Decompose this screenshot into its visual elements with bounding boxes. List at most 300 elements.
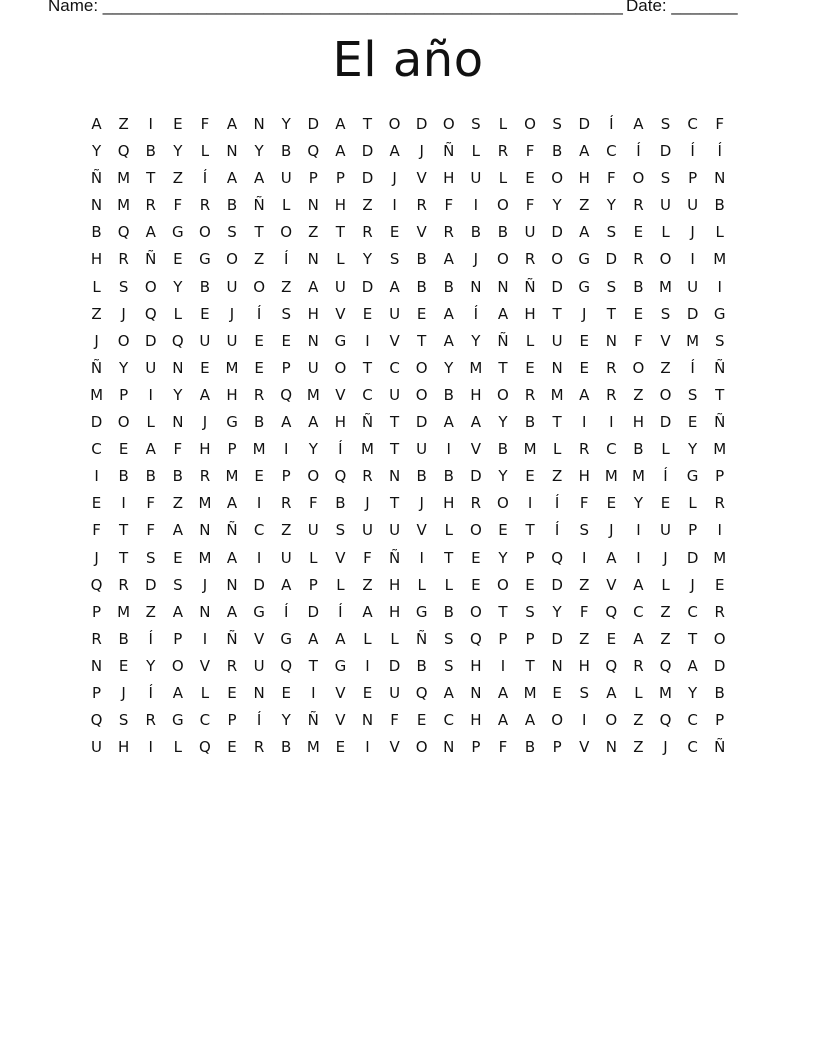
- grid-letter[interactable]: R: [606, 385, 617, 404]
- grid-letter[interactable]: C: [687, 602, 698, 621]
- grid-letter[interactable]: D: [388, 656, 401, 675]
- grid-letter[interactable]: V: [579, 738, 590, 757]
- grid-letter[interactable]: D: [470, 467, 482, 486]
- grid-letter[interactable]: E: [552, 683, 562, 702]
- grid-letter[interactable]: F: [363, 548, 372, 567]
- grid-letter[interactable]: D: [551, 277, 563, 296]
- grid-letter[interactable]: Y: [498, 413, 508, 432]
- grid-letter[interactable]: D: [686, 304, 699, 323]
- grid-letter[interactable]: D: [713, 656, 726, 675]
- grid-letter[interactable]: M: [713, 440, 727, 459]
- grid-letter[interactable]: G: [172, 711, 184, 730]
- grid-letter[interactable]: T: [444, 548, 454, 567]
- grid-letter[interactable]: C: [91, 440, 102, 459]
- grid-letter[interactable]: Q: [659, 656, 672, 675]
- grid-letter[interactable]: Í: [202, 169, 208, 188]
- grid-letter[interactable]: Q: [199, 738, 211, 757]
- grid-letter[interactable]: J: [663, 738, 668, 757]
- grid-letter[interactable]: N: [226, 575, 238, 594]
- grid-letter[interactable]: E: [606, 494, 617, 513]
- grid-letter[interactable]: E: [173, 250, 183, 269]
- grid-letter[interactable]: E: [525, 575, 535, 594]
- grid-letter[interactable]: V: [335, 711, 346, 730]
- grid-letter[interactable]: P: [227, 711, 237, 730]
- grid-letter[interactable]: M: [469, 358, 483, 377]
- grid-letter[interactable]: Ñ: [443, 142, 455, 161]
- grid-letter[interactable]: V: [335, 683, 346, 702]
- grid-letter[interactable]: M: [90, 385, 104, 404]
- grid-letter[interactable]: R: [497, 142, 509, 161]
- grid-letter[interactable]: O: [497, 494, 509, 513]
- grid-letter[interactable]: P: [173, 629, 183, 648]
- grid-letter[interactable]: A: [226, 602, 238, 621]
- grid-letter[interactable]: A: [253, 169, 265, 188]
- grid-letter[interactable]: C: [633, 602, 644, 621]
- grid-letter[interactable]: E: [525, 358, 535, 377]
- grid-letter[interactable]: U: [524, 223, 536, 242]
- grid-letter[interactable]: E: [525, 467, 535, 486]
- grid-letter[interactable]: I: [148, 115, 153, 133]
- grid-letter[interactable]: M: [550, 385, 564, 404]
- grid-letter[interactable]: O: [334, 358, 347, 377]
- grid-letter[interactable]: O: [415, 358, 428, 377]
- grid-letter[interactable]: R: [199, 196, 211, 215]
- grid-letter[interactable]: R: [253, 738, 265, 757]
- grid-letter[interactable]: B: [633, 440, 644, 459]
- grid-letter[interactable]: E: [335, 738, 346, 757]
- grid-letter[interactable]: U: [199, 331, 211, 350]
- grid-letter[interactable]: U: [687, 196, 699, 215]
- grid-letter[interactable]: M: [198, 548, 212, 567]
- grid-letter[interactable]: R: [416, 196, 427, 215]
- grid-letter[interactable]: O: [415, 385, 428, 404]
- grid-letter[interactable]: V: [335, 385, 346, 404]
- grid-letter[interactable]: F: [146, 494, 156, 513]
- grid-letter[interactable]: V: [470, 440, 481, 459]
- grid-letter[interactable]: Í: [283, 250, 289, 269]
- grid-letter[interactable]: R: [118, 250, 129, 269]
- grid-letter[interactable]: S: [606, 223, 617, 242]
- grid-letter[interactable]: J: [202, 575, 208, 594]
- grid-letter[interactable]: Ñ: [524, 277, 536, 296]
- grid-letter[interactable]: L: [525, 331, 535, 350]
- grid-letter[interactable]: B: [91, 223, 102, 242]
- grid-letter[interactable]: P: [227, 440, 237, 459]
- grid-letter[interactable]: L: [715, 223, 724, 242]
- grid-letter[interactable]: T: [606, 304, 616, 323]
- grid-letter[interactable]: U: [253, 656, 265, 675]
- grid-letter[interactable]: V: [416, 169, 427, 188]
- grid-letter[interactable]: I: [365, 331, 370, 350]
- grid-letter[interactable]: L: [661, 440, 670, 459]
- grid-letter[interactable]: M: [117, 169, 131, 188]
- grid-letter[interactable]: A: [226, 115, 238, 133]
- grid-letter[interactable]: C: [687, 115, 698, 133]
- grid-letter[interactable]: Í: [148, 683, 153, 702]
- grid-letter[interactable]: E: [227, 683, 237, 702]
- grid-letter[interactable]: R: [91, 629, 102, 648]
- grid-letter[interactable]: A: [633, 115, 644, 133]
- grid-letter[interactable]: I: [94, 467, 99, 486]
- grid-letter[interactable]: T: [335, 223, 345, 242]
- grid-letter[interactable]: L: [552, 440, 562, 459]
- grid-letter[interactable]: Y: [119, 358, 129, 377]
- grid-letter[interactable]: L: [498, 115, 508, 133]
- grid-letter[interactable]: J: [94, 548, 99, 567]
- grid-letter[interactable]: L: [661, 575, 670, 594]
- grid-letter[interactable]: S: [389, 250, 400, 269]
- grid-letter[interactable]: S: [471, 115, 481, 133]
- grid-letter[interactable]: Q: [280, 385, 293, 404]
- grid-letter[interactable]: Z: [118, 115, 129, 133]
- grid-letter[interactable]: Z: [660, 629, 671, 648]
- grid-letter[interactable]: J: [121, 683, 126, 702]
- grid-letter[interactable]: E: [281, 331, 291, 350]
- grid-letter[interactable]: A: [606, 683, 617, 702]
- grid-letter[interactable]: B: [416, 656, 427, 675]
- grid-letter[interactable]: C: [362, 385, 373, 404]
- grid-letter[interactable]: B: [497, 440, 509, 459]
- grid-letter[interactable]: Y: [362, 250, 373, 269]
- grid-letter[interactable]: T: [362, 115, 373, 133]
- grid-letter[interactable]: H: [578, 169, 590, 188]
- grid-letter[interactable]: H: [470, 711, 482, 730]
- grid-letter[interactable]: R: [470, 494, 482, 513]
- grid-letter[interactable]: A: [579, 142, 590, 161]
- grid-letter[interactable]: S: [687, 385, 698, 404]
- grid-letter[interactable]: T: [389, 413, 400, 432]
- grid-letter[interactable]: T: [119, 521, 129, 540]
- grid-letter[interactable]: E: [281, 683, 291, 702]
- grid-letter[interactable]: B: [281, 142, 292, 161]
- grid-letter[interactable]: O: [659, 250, 672, 269]
- grid-letter[interactable]: R: [145, 196, 156, 215]
- grid-letter[interactable]: N: [605, 738, 617, 757]
- grid-letter[interactable]: I: [365, 738, 370, 757]
- grid-letter[interactable]: L: [146, 413, 155, 432]
- grid-letter[interactable]: Z: [281, 521, 292, 540]
- grid-letter[interactable]: B: [199, 277, 211, 296]
- grid-letter[interactable]: A: [443, 304, 454, 323]
- grid-letter[interactable]: A: [226, 494, 238, 513]
- grid-letter[interactable]: F: [390, 711, 399, 730]
- grid-letter[interactable]: M: [523, 683, 537, 702]
- grid-letter[interactable]: T: [146, 169, 156, 188]
- grid-letter[interactable]: U: [389, 304, 401, 323]
- grid-letter[interactable]: Z: [145, 602, 156, 621]
- grid-letter[interactable]: J: [690, 575, 695, 594]
- grid-letter[interactable]: U: [226, 277, 238, 296]
- grid-letter[interactable]: U: [280, 548, 292, 567]
- grid-letter[interactable]: R: [145, 711, 156, 730]
- grid-letter[interactable]: I: [609, 413, 614, 432]
- grid-letter[interactable]: B: [226, 196, 238, 215]
- grid-letter[interactable]: N: [443, 738, 455, 757]
- grid-letter[interactable]: E: [362, 683, 373, 702]
- grid-letter[interactable]: I: [582, 548, 587, 567]
- grid-letter[interactable]: Q: [90, 711, 103, 730]
- grid-letter[interactable]: P: [498, 629, 508, 648]
- grid-letter[interactable]: Y: [606, 196, 616, 215]
- grid-letter[interactable]: D: [659, 413, 672, 432]
- grid-letter[interactable]: L: [444, 575, 453, 594]
- grid-letter[interactable]: O: [199, 223, 211, 242]
- grid-letter[interactable]: T: [498, 358, 508, 377]
- grid-letter[interactable]: A: [606, 548, 617, 567]
- grid-letter[interactable]: P: [525, 548, 535, 567]
- grid-letter[interactable]: P: [308, 169, 318, 188]
- grid-letter[interactable]: L: [471, 142, 481, 161]
- grid-letter[interactable]: R: [362, 223, 373, 242]
- grid-letter[interactable]: Z: [552, 467, 563, 486]
- grid-letter[interactable]: C: [253, 521, 265, 540]
- grid-letter[interactable]: O: [117, 331, 130, 350]
- grid-letter[interactable]: M: [361, 440, 374, 459]
- grid-letter[interactable]: D: [144, 331, 157, 350]
- grid-letter[interactable]: Ñ: [388, 548, 401, 567]
- grid-letter[interactable]: F: [200, 115, 210, 133]
- grid-letter[interactable]: G: [415, 602, 428, 621]
- grid-letter[interactable]: N: [90, 196, 103, 215]
- grid-letter[interactable]: F: [308, 494, 318, 513]
- grid-letter[interactable]: B: [416, 250, 427, 269]
- grid-letter[interactable]: N: [253, 683, 265, 702]
- grid-letter[interactable]: M: [225, 467, 239, 486]
- grid-letter[interactable]: I: [148, 738, 153, 757]
- grid-letter[interactable]: N: [551, 656, 563, 675]
- grid-letter[interactable]: Í: [338, 602, 343, 621]
- grid-letter[interactable]: U: [660, 196, 671, 215]
- grid-letter[interactable]: J: [365, 494, 370, 513]
- grid-letter[interactable]: U: [91, 738, 103, 757]
- grid-letter[interactable]: A: [443, 413, 454, 432]
- grid-letter[interactable]: I: [392, 196, 397, 215]
- grid-letter[interactable]: A: [308, 629, 319, 648]
- grid-letter[interactable]: E: [525, 169, 535, 188]
- grid-letter[interactable]: N: [199, 602, 211, 621]
- grid-letter[interactable]: N: [497, 277, 509, 296]
- grid-letter[interactable]: G: [172, 223, 184, 242]
- grid-letter[interactable]: E: [254, 331, 264, 350]
- grid-letter[interactable]: M: [225, 358, 239, 377]
- grid-letter[interactable]: J: [94, 331, 99, 350]
- grid-letter[interactable]: I: [527, 494, 533, 513]
- grid-letter[interactable]: M: [198, 494, 212, 513]
- grid-letter[interactable]: O: [659, 385, 672, 404]
- grid-letter[interactable]: P: [715, 711, 725, 730]
- grid-letter[interactable]: I: [582, 413, 587, 432]
- grid-letter[interactable]: J: [419, 142, 424, 161]
- grid-letter[interactable]: H: [199, 440, 211, 459]
- grid-letter[interactable]: Ñ: [714, 358, 726, 377]
- grid-letter[interactable]: O: [226, 250, 238, 269]
- grid-letter[interactable]: N: [470, 277, 482, 296]
- grid-letter[interactable]: A: [308, 413, 319, 432]
- grid-letter[interactable]: Z: [362, 575, 373, 594]
- grid-letter[interactable]: Í: [473, 304, 479, 323]
- grid-letter[interactable]: I: [148, 385, 153, 404]
- grid-letter[interactable]: E: [606, 629, 617, 648]
- grid-letter[interactable]: D: [307, 602, 320, 621]
- grid-letter[interactable]: L: [282, 196, 291, 215]
- grid-letter[interactable]: P: [335, 169, 345, 188]
- grid-letter[interactable]: E: [173, 548, 183, 567]
- date-field[interactable]: Date: _______: [626, 0, 738, 15]
- grid-letter[interactable]: P: [525, 629, 535, 648]
- grid-letter[interactable]: E: [579, 358, 589, 377]
- grid-letter[interactable]: Z: [660, 358, 671, 377]
- grid-letter[interactable]: F: [607, 169, 616, 188]
- grid-letter[interactable]: U: [389, 521, 401, 540]
- grid-letter[interactable]: H: [388, 575, 401, 594]
- grid-letter[interactable]: O: [415, 738, 428, 757]
- grid-letter[interactable]: U: [226, 331, 238, 350]
- grid-letter[interactable]: S: [579, 521, 589, 540]
- grid-letter[interactable]: D: [253, 575, 265, 594]
- grid-letter[interactable]: Í: [717, 142, 722, 161]
- grid-letter[interactable]: E: [118, 440, 129, 459]
- grid-letter[interactable]: V: [253, 629, 265, 648]
- grid-letter[interactable]: A: [335, 629, 346, 648]
- grid-letter[interactable]: I: [121, 494, 126, 513]
- grid-letter[interactable]: S: [281, 304, 291, 323]
- grid-letter[interactable]: N: [470, 683, 482, 702]
- grid-letter[interactable]: H: [470, 656, 482, 675]
- grid-letter[interactable]: E: [498, 521, 508, 540]
- grid-letter[interactable]: B: [145, 467, 156, 486]
- grid-letter[interactable]: Ñ: [714, 738, 726, 757]
- grid-letter[interactable]: M: [252, 440, 266, 459]
- grid-letter[interactable]: N: [714, 169, 726, 188]
- grid-letter[interactable]: Y: [498, 467, 508, 486]
- grid-letter[interactable]: U: [416, 440, 428, 459]
- grid-letter[interactable]: F: [525, 196, 535, 215]
- grid-letter[interactable]: B: [416, 467, 427, 486]
- grid-letter[interactable]: V: [660, 331, 671, 350]
- grid-letter[interactable]: O: [713, 629, 726, 648]
- grid-letter[interactable]: I: [419, 548, 424, 567]
- grid-letter[interactable]: P: [119, 385, 129, 404]
- grid-letter[interactable]: L: [444, 521, 453, 540]
- grid-letter[interactable]: Í: [663, 467, 668, 486]
- grid-letter[interactable]: M: [713, 250, 727, 269]
- grid-letter[interactable]: O: [307, 467, 320, 486]
- grid-letter[interactable]: Ñ: [90, 169, 103, 188]
- grid-letter[interactable]: J: [202, 413, 208, 432]
- grid-letter[interactable]: U: [660, 521, 671, 540]
- grid-letter[interactable]: N: [172, 413, 184, 432]
- grid-letter[interactable]: Z: [91, 304, 102, 323]
- grid-letter[interactable]: N: [307, 250, 319, 269]
- grid-letter[interactable]: J: [419, 494, 424, 513]
- grid-letter[interactable]: A: [443, 683, 454, 702]
- grid-letter[interactable]: E: [254, 358, 264, 377]
- grid-letter[interactable]: I: [256, 548, 262, 567]
- grid-letter[interactable]: J: [663, 548, 668, 567]
- grid-letter[interactable]: N: [307, 196, 319, 215]
- grid-letter[interactable]: Y: [471, 331, 481, 350]
- grid-letter[interactable]: M: [117, 602, 131, 621]
- grid-letter[interactable]: S: [552, 115, 562, 133]
- grid-letter[interactable]: Í: [148, 629, 153, 648]
- grid-letter[interactable]: O: [605, 711, 618, 730]
- grid-letter[interactable]: H: [307, 304, 319, 323]
- grid-letter[interactable]: D: [90, 413, 103, 432]
- grid-letter[interactable]: F: [146, 521, 156, 540]
- grid-letter[interactable]: U: [280, 169, 292, 188]
- grid-letter[interactable]: I: [690, 250, 695, 269]
- grid-letter[interactable]: A: [524, 711, 536, 730]
- grid-letter[interactable]: J: [690, 223, 695, 242]
- grid-letter[interactable]: B: [714, 683, 725, 702]
- grid-letter[interactable]: L: [200, 142, 210, 161]
- grid-letter[interactable]: F: [173, 440, 183, 459]
- grid-letter[interactable]: O: [442, 115, 455, 133]
- grid-letter[interactable]: E: [633, 223, 644, 242]
- grid-letter[interactable]: Ñ: [714, 413, 726, 432]
- grid-letter[interactable]: P: [688, 169, 698, 188]
- grid-letter[interactable]: R: [714, 494, 725, 513]
- grid-letter[interactable]: R: [606, 358, 617, 377]
- grid-letter[interactable]: C: [606, 440, 617, 459]
- grid-letter[interactable]: N: [307, 331, 319, 350]
- grid-letter[interactable]: H: [90, 250, 103, 269]
- grid-letter[interactable]: H: [443, 494, 455, 513]
- grid-letter[interactable]: A: [226, 548, 238, 567]
- grid-letter[interactable]: C: [443, 711, 454, 730]
- grid-letter[interactable]: B: [172, 467, 183, 486]
- grid-letter[interactable]: B: [145, 142, 156, 161]
- grid-letter[interactable]: Y: [281, 711, 291, 730]
- grid-letter[interactable]: A: [281, 413, 292, 432]
- grid-letter[interactable]: A: [389, 142, 400, 161]
- grid-letter[interactable]: F: [579, 494, 589, 513]
- grid-letter[interactable]: Q: [280, 656, 293, 675]
- grid-letter[interactable]: I: [717, 521, 722, 540]
- grid-letter[interactable]: F: [92, 521, 101, 540]
- grid-letter[interactable]: Í: [256, 711, 262, 730]
- grid-letter[interactable]: V: [416, 223, 427, 242]
- grid-letter[interactable]: L: [688, 494, 697, 513]
- grid-letter[interactable]: V: [606, 575, 617, 594]
- grid-letter[interactable]: Í: [609, 115, 614, 133]
- grid-letter[interactable]: L: [336, 250, 345, 269]
- grid-letter[interactable]: M: [604, 467, 618, 486]
- grid-letter[interactable]: I: [446, 440, 451, 459]
- grid-letter[interactable]: C: [687, 738, 698, 757]
- grid-letter[interactable]: D: [415, 413, 428, 432]
- grid-letter[interactable]: T: [552, 413, 562, 432]
- grid-letter[interactable]: S: [145, 548, 156, 567]
- grid-letter[interactable]: L: [363, 629, 372, 648]
- grid-letter[interactable]: L: [309, 548, 318, 567]
- grid-letter[interactable]: A: [335, 115, 346, 133]
- grid-letter[interactable]: Y: [444, 358, 454, 377]
- grid-letter[interactable]: Y: [173, 277, 183, 296]
- grid-letter[interactable]: M: [631, 467, 645, 486]
- grid-letter[interactable]: O: [551, 711, 564, 730]
- grid-letter[interactable]: G: [578, 277, 591, 296]
- grid-letter[interactable]: I: [311, 683, 316, 702]
- grid-letter[interactable]: L: [417, 575, 426, 594]
- grid-letter[interactable]: F: [715, 115, 725, 133]
- grid-letter[interactable]: D: [551, 575, 563, 594]
- grid-letter[interactable]: N: [551, 358, 563, 377]
- grid-letter[interactable]: Í: [690, 358, 695, 377]
- grid-letter[interactable]: Y: [688, 683, 698, 702]
- grid-letter[interactable]: T: [308, 656, 318, 675]
- grid-letter[interactable]: H: [443, 169, 455, 188]
